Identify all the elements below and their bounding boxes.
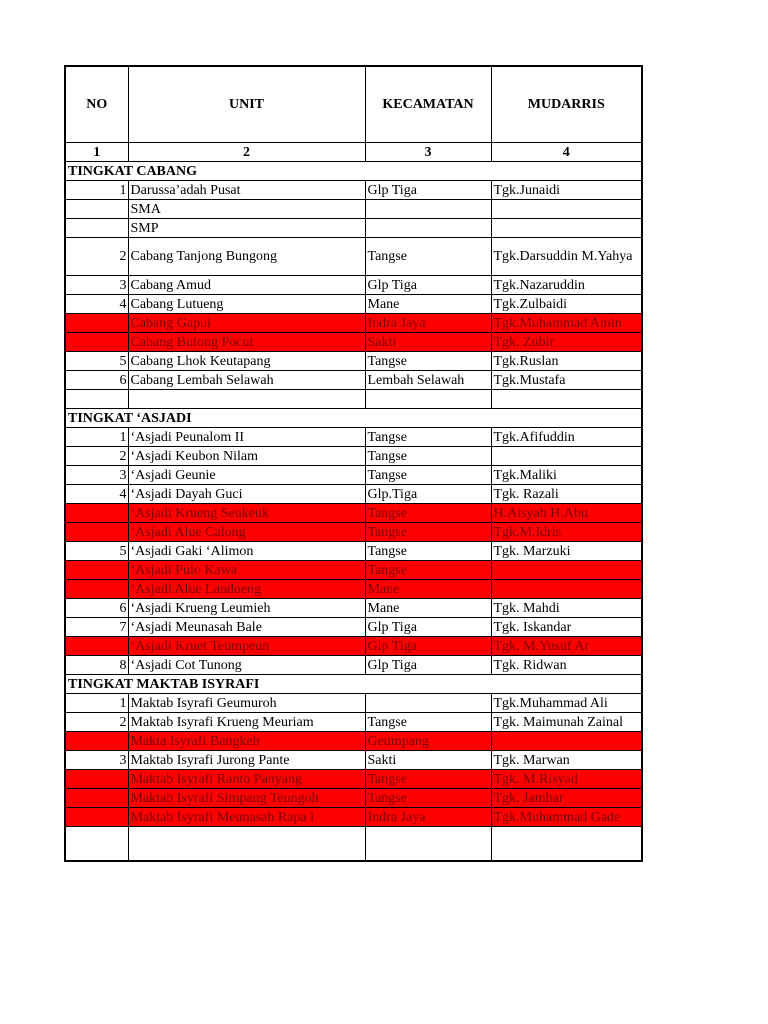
cell-no: 5 [65, 352, 128, 371]
cell-kecamatan: Sakti [365, 333, 491, 352]
cell-no [65, 314, 128, 333]
cell-mudarris: Tgk.Junaidi [491, 181, 642, 200]
header-unit: UNIT [128, 66, 365, 143]
cell-kecamatan: Mane [365, 599, 491, 618]
cell-mudarris: Tgk. Maimunah Zainal [491, 713, 642, 732]
table-row [65, 751, 642, 770]
table-row [65, 485, 642, 504]
cell-unit: ‘Asjadi Pulo Kawa [128, 561, 365, 580]
cell-mudarris: Tgk. Razali [491, 485, 642, 504]
table-row [65, 523, 642, 542]
cell-unit: Maktab Isyrafi Ranto Panyang [128, 770, 365, 789]
cell-mudarris: Tgk.Mustafa [491, 371, 642, 390]
cell-kecamatan: Tangse [365, 789, 491, 808]
section-title: TINGKAT ‘ASJADI [65, 409, 642, 428]
cell-kecamatan: Tangse [365, 561, 491, 580]
section-row [65, 409, 642, 428]
table-row [65, 827, 642, 862]
cell-mudarris: Tgk. Mahdi [491, 599, 642, 618]
cell-kecamatan: Tangse [365, 428, 491, 447]
cell-no: 2 [65, 713, 128, 732]
column-number: 2 [128, 143, 365, 162]
cell-unit: ‘Asjadi Meunasah Bale [128, 618, 365, 637]
cell-no: 3 [65, 466, 128, 485]
table-row [65, 561, 642, 580]
cell-mudarris: Tgk. Jamhar [491, 789, 642, 808]
cell-no [65, 523, 128, 542]
cell-unit: Maktab Isyrafi Simpang Teungoh [128, 789, 365, 808]
cell-unit: ‘Asjadi Krueng Seukeuk [128, 504, 365, 523]
cell-kecamatan: Tangse [365, 523, 491, 542]
cell-no [65, 200, 128, 219]
table-row [65, 637, 642, 656]
cell-unit: Cabang Lhok Keutapang [128, 352, 365, 371]
table-row [65, 314, 642, 333]
cell-no [65, 808, 128, 827]
cell-unit: ‘Asjadi Peunalom II [128, 428, 365, 447]
cell-unit: Maktab Isyrafi Geumuroh [128, 694, 365, 713]
cell-unit: ‘Asjadi Keubon Nilam [128, 447, 365, 466]
table-row [65, 770, 642, 789]
cell-kecamatan: Tangse [365, 352, 491, 371]
table-row [65, 200, 642, 219]
cell-no [65, 637, 128, 656]
table-row [65, 789, 642, 808]
table-row [65, 333, 642, 352]
cell-mudarris: H.Aisyah H.Abu [491, 504, 642, 523]
cell-kecamatan: Glp Tiga [365, 618, 491, 637]
cell-kecamatan: Indra Jaya [365, 808, 491, 827]
cell-unit: ‘Asjadi Krueng Leumieh [128, 599, 365, 618]
cell-mudarris: Tgk. Iskandar [491, 618, 642, 637]
cell-kecamatan: Glp Tiga [365, 637, 491, 656]
cell-unit: Cabang Lembah Selawah [128, 371, 365, 390]
cell-mudarris: Tgk. Marwan [491, 751, 642, 770]
cell-kecamatan: Tangse [365, 447, 491, 466]
column-number: 4 [491, 143, 642, 162]
cell-kecamatan: Tangse [365, 542, 491, 561]
cell-unit: Darussa’adah Pusat [128, 181, 365, 200]
cell-mudarris: Tgk.Darsuddin M.Yahya [491, 238, 642, 276]
cell-no: 5 [65, 542, 128, 561]
table-row [65, 466, 642, 485]
cell-no: 4 [65, 485, 128, 504]
cell-kecamatan: Glp Tiga [365, 276, 491, 295]
cell-mudarris: Tgk.Muhammad Ali [491, 694, 642, 713]
table-row [65, 808, 642, 827]
cell-no: 1 [65, 181, 128, 200]
cell-unit: ‘Asjadi Gaki ‘Alimon [128, 542, 365, 561]
cell-unit: ‘Asjadi Kruet Teumpeun [128, 637, 365, 656]
cell-unit: ‘Asjadi Alue Calong [128, 523, 365, 542]
cell-kecamatan [365, 219, 491, 238]
cell-kecamatan [365, 200, 491, 219]
cell-kecamatan: Indra Jaya [365, 314, 491, 333]
cell-mudarris: Tgk.Maliki [491, 466, 642, 485]
cell-unit: SMA [128, 200, 365, 219]
cell-no [65, 390, 128, 409]
column-number: 3 [365, 143, 491, 162]
cell-no [65, 504, 128, 523]
header-no: NO [65, 66, 128, 143]
section-title: TINGKAT MAKTAB ISYRAFI [65, 675, 642, 694]
cell-unit: ‘Asjadi Alue Landoeng [128, 580, 365, 599]
cell-unit [128, 827, 365, 862]
cell-mudarris [491, 390, 642, 409]
cell-no: 2 [65, 238, 128, 276]
cell-no: 3 [65, 276, 128, 295]
cell-kecamatan [365, 827, 491, 862]
cell-unit: Cabang Gapui [128, 314, 365, 333]
cell-unit: SMP [128, 219, 365, 238]
section-title: TINGKAT CABANG [65, 162, 642, 181]
column-number-row [65, 143, 642, 162]
cell-mudarris: Tgk.Ruslan [491, 352, 642, 371]
cell-kecamatan: Glp Tiga [365, 656, 491, 675]
table-row [65, 352, 642, 371]
cell-mudarris [491, 827, 642, 862]
cell-no: 6 [65, 599, 128, 618]
cell-mudarris [491, 219, 642, 238]
cell-mudarris [491, 447, 642, 466]
cell-mudarris: Tgk. M.Yusuf Ar [491, 637, 642, 656]
table-row [65, 181, 642, 200]
cell-no: 1 [65, 694, 128, 713]
table-row [65, 238, 642, 276]
cell-mudarris: Tgk.M.Idris [491, 523, 642, 542]
table-row [65, 732, 642, 751]
cell-kecamatan: Glp Tiga [365, 181, 491, 200]
cell-kecamatan: Tangse [365, 713, 491, 732]
cell-no [65, 561, 128, 580]
cell-kecamatan: Tangse [365, 238, 491, 276]
cell-mudarris: Tgk. M.Risyad [491, 770, 642, 789]
cell-unit [128, 390, 365, 409]
cell-mudarris [491, 561, 642, 580]
cell-no: 3 [65, 751, 128, 770]
cell-unit: Maktab Isyrafi Jurong Pante [128, 751, 365, 770]
table-row [65, 447, 642, 466]
mudarris-table [64, 65, 643, 862]
cell-kecamatan: Glp.Tiga [365, 485, 491, 504]
table-row [65, 713, 642, 732]
cell-kecamatan: Sakti [365, 751, 491, 770]
cell-kecamatan [365, 694, 491, 713]
table-row [65, 694, 642, 713]
cell-unit: Cabang Butong Pocut [128, 333, 365, 352]
cell-unit: Makta Isyrafi Bangkeh [128, 732, 365, 751]
cell-mudarris [491, 732, 642, 751]
header-kecamatan: KECAMATAN [365, 66, 491, 143]
cell-mudarris: Tgk.Nazaruddin [491, 276, 642, 295]
cell-mudarris: Tgk. Zubir [491, 333, 642, 352]
section-row [65, 162, 642, 181]
cell-kecamatan [365, 390, 491, 409]
cell-kecamatan: Lembah Selawah [365, 371, 491, 390]
cell-kecamatan: Tangse [365, 770, 491, 789]
cell-mudarris: Tgk.Muhammad Amin [491, 314, 642, 333]
cell-kecamatan: Tangse [365, 466, 491, 485]
cell-no [65, 827, 128, 862]
table-row [65, 428, 642, 447]
cell-mudarris: Tgk. Ridwan [491, 656, 642, 675]
cell-no: 6 [65, 371, 128, 390]
cell-kecamatan: Geumpang [365, 732, 491, 751]
cell-unit: Maktab Isyrafi Krueng Meuriam [128, 713, 365, 732]
cell-kecamatan: Mane [365, 295, 491, 314]
cell-unit: Maktab Isyrafi Meunasah Rapa i [128, 808, 365, 827]
cell-unit: Cabang Tanjong Bungong [128, 238, 365, 276]
cell-mudarris [491, 580, 642, 599]
header-mudarris: MUDARRIS [491, 66, 642, 143]
table-row [65, 219, 642, 238]
table-row [65, 276, 642, 295]
table-row [65, 371, 642, 390]
cell-mudarris: Tgk.Zulbaidi [491, 295, 642, 314]
cell-no [65, 732, 128, 751]
cell-mudarris [491, 200, 642, 219]
cell-no [65, 770, 128, 789]
column-number: 1 [65, 143, 128, 162]
cell-no [65, 789, 128, 808]
cell-unit: ‘Asjadi Geunie [128, 466, 365, 485]
cell-no [65, 580, 128, 599]
cell-kecamatan: Mane [365, 580, 491, 599]
cell-unit: ‘Asjadi Cot Tunong [128, 656, 365, 675]
table-row [65, 618, 642, 637]
cell-mudarris: Tgk.Afifuddin [491, 428, 642, 447]
cell-no: 1 [65, 428, 128, 447]
table-row [65, 295, 642, 314]
cell-no: 4 [65, 295, 128, 314]
table-row [65, 542, 642, 561]
table-row [65, 580, 642, 599]
cell-unit: ‘Asjadi Dayah Guci [128, 485, 365, 504]
table-row [65, 390, 642, 409]
table-row [65, 656, 642, 675]
cell-no: 2 [65, 447, 128, 466]
section-row [65, 675, 642, 694]
table-row [65, 599, 642, 618]
table-row [65, 504, 642, 523]
cell-mudarris: Tgk. Marzuki [491, 542, 642, 561]
cell-no: 7 [65, 618, 128, 637]
cell-mudarris: Tgk.Muhammad Gade [491, 808, 642, 827]
cell-unit: Cabang Lutueng [128, 295, 365, 314]
table-body [65, 162, 642, 862]
cell-unit: Cabang Amud [128, 276, 365, 295]
cell-no: 8 [65, 656, 128, 675]
cell-no [65, 333, 128, 352]
header-row [65, 66, 642, 143]
cell-kecamatan: Tangse [365, 504, 491, 523]
cell-no [65, 219, 128, 238]
